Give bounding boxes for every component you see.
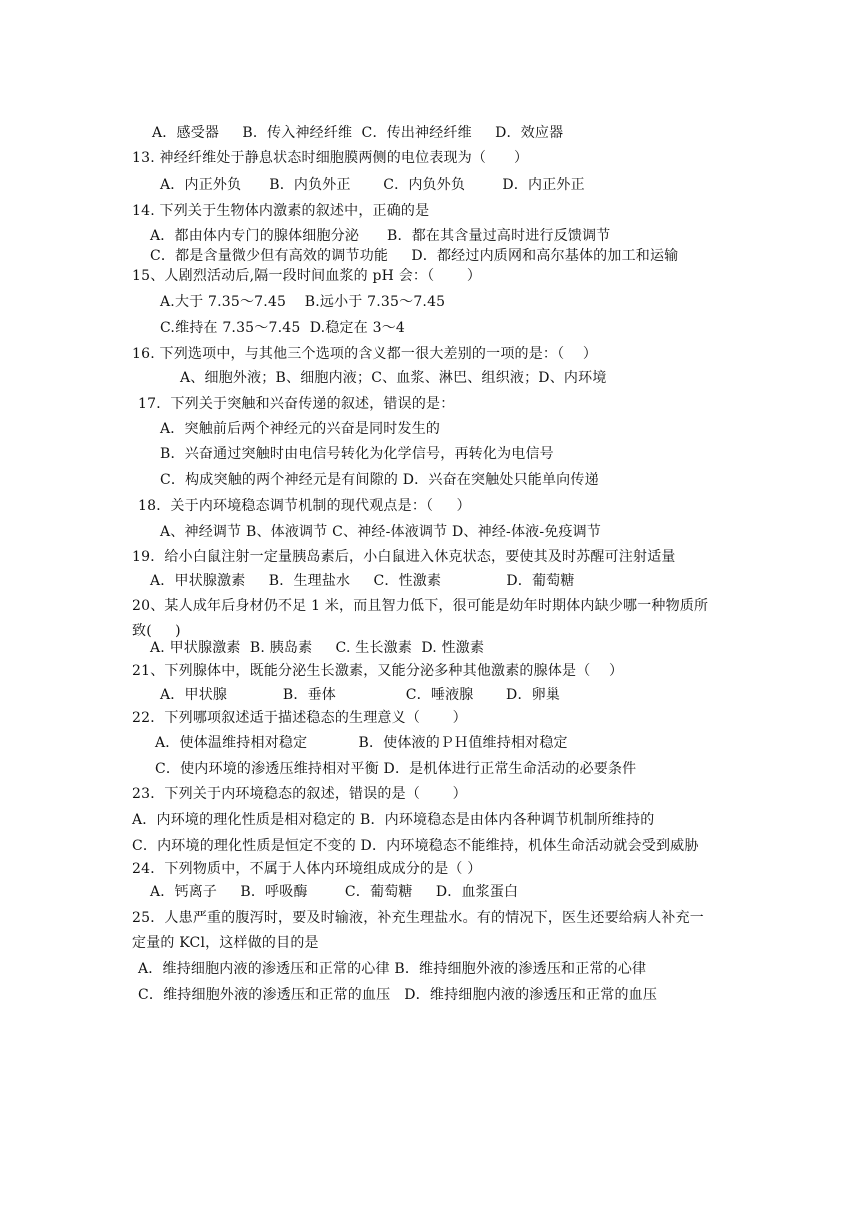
- q20-stem: 20、某人成年后身材仍不足 1 米，而且智力低下，很可能是幼年时期体内缺少哪一种物质所: [132, 598, 709, 614]
- q23-options-ab: A．内环境的理化性质是相对稳定的 B．内环境稳态是由体内各种调节机制所维持的: [132, 812, 655, 828]
- q22-options-ab: A．使体温维持相对稳定 B．使体液的ＰＨ值维持相对稳定: [155, 735, 568, 751]
- q25-stem-cont: 定量的 KCl，这样做的目的是: [132, 935, 319, 951]
- q25-options-ab: A．维持细胞内液的渗透压和正常的心律 B．维持细胞外液的渗透压和正常的心律: [138, 961, 647, 977]
- q20-stem-cont: 致( ): [132, 623, 181, 639]
- q22-stem: 22．下列哪项叙述适于描述稳态的生理意义（ ）: [132, 710, 467, 726]
- q24-options: A．钙离子 B．呼吸酶 C．葡萄糖 D．血浆蛋白: [150, 884, 519, 900]
- q13-stem: 13. 神经纤维处于静息状态时细胞膜两侧的电位表现为（ ）: [132, 150, 529, 166]
- q22-options-cd: C．使内环境的渗透压维持相对平衡 D．是机体进行正常生命活动的必要条件: [155, 761, 637, 777]
- q21-options: A．甲状腺 B．垂体 C．唾液腺 D．卵巢: [160, 687, 561, 703]
- q23-options-cd: C．内环境的理化性质是恒定不变的 D．内环境稳态不能维持，机体生命活动就会受到威胁: [132, 838, 699, 854]
- q19-stem: 19．给小白鼠注射一定量胰岛素后，小白鼠进入休克状态，要使其及时苏醒可注射适量: [132, 549, 676, 565]
- q17-option-a: A．突触前后两个神经元的兴奋是同时发生的: [160, 421, 441, 437]
- q15-options-cd: C.维持在 7.35～7.45 D.稳定在 3～4: [160, 320, 405, 336]
- q17-options-cd: C．构成突触的两个神经元是有间隙的 D．兴奋在突触处只能单向传递: [160, 472, 599, 488]
- q23-stem: 23．下列关于内环境稳态的叙述，错误的是（ ）: [132, 786, 467, 802]
- q18-options: A、神经调节 B、体液调节 C、神经-体液调节 D、神经-体液-免疫调节: [160, 524, 602, 540]
- q13-options: A．内正外负 B．内负外正 C．内负外负 D．内正外正: [160, 177, 585, 193]
- q16-options: A、细胞外液；B、细胞内液；C、血浆、淋巴、组织液；D、内环境: [180, 370, 607, 386]
- q17-stem: 17．下列关于突触和兴奋传递的叙述，错误的是：: [138, 396, 455, 412]
- q16-stem: 16. 下列选项中，与其他三个选项的含义都一很大差别的一项的是：（ ）: [132, 346, 598, 362]
- q21-stem: 21、下列腺体中，既能分泌生长激素，又能分泌多种其他激素的腺体是（ ）: [132, 663, 624, 679]
- q17-option-b: B．兴奋通过突触时由电信号转化为化学信号，再转化为电信号: [160, 446, 554, 462]
- q15-options-ab: A.大于 7.35～7.45 B.远小于 7.35～7.45: [160, 294, 446, 310]
- q14-stem: 14. 下列关于生物体内激素的叙述中，正确的是: [132, 203, 430, 219]
- q24-stem: 24．下列物质中，不属于人体内环境组成成分的是（ ）: [132, 861, 482, 877]
- q12-options: A．感受器 B．传入神经纤维 C．传出神经纤维 D．效应器: [152, 125, 564, 141]
- q14-options-cd: C．都是含量微少但有高效的调节功能 D．都经过内质网和高尔基体的加工和运输: [150, 248, 679, 264]
- q19-options: A．甲状腺激素 B．生理盐水 C．性激素 D．葡萄糖: [150, 573, 575, 589]
- q25-options-cd: C．维持细胞外液的渗透压和正常的血压 D．维持细胞内液的渗透压和正常的血压: [138, 987, 658, 1003]
- q14-options-ab: A．都由体内专门的腺体细胞分泌 B．都在其含量过高时进行反馈调节: [150, 228, 611, 244]
- q20-options: A. 甲状腺激素 B. 胰岛素 C. 生长激素 D. 性激素: [150, 640, 485, 656]
- q18-stem: 18．关于内环境稳态调节机制的现代观点是：（ ）: [138, 498, 471, 514]
- q25-stem: 25．人患严重的腹泻时，要及时输液，补充生理盐水。有的情况下，医生还要给病人补充一: [132, 910, 705, 926]
- q15-stem: 15、人剧烈活动后,隔一段时间血浆的 pH 会：（ ）: [132, 268, 482, 284]
